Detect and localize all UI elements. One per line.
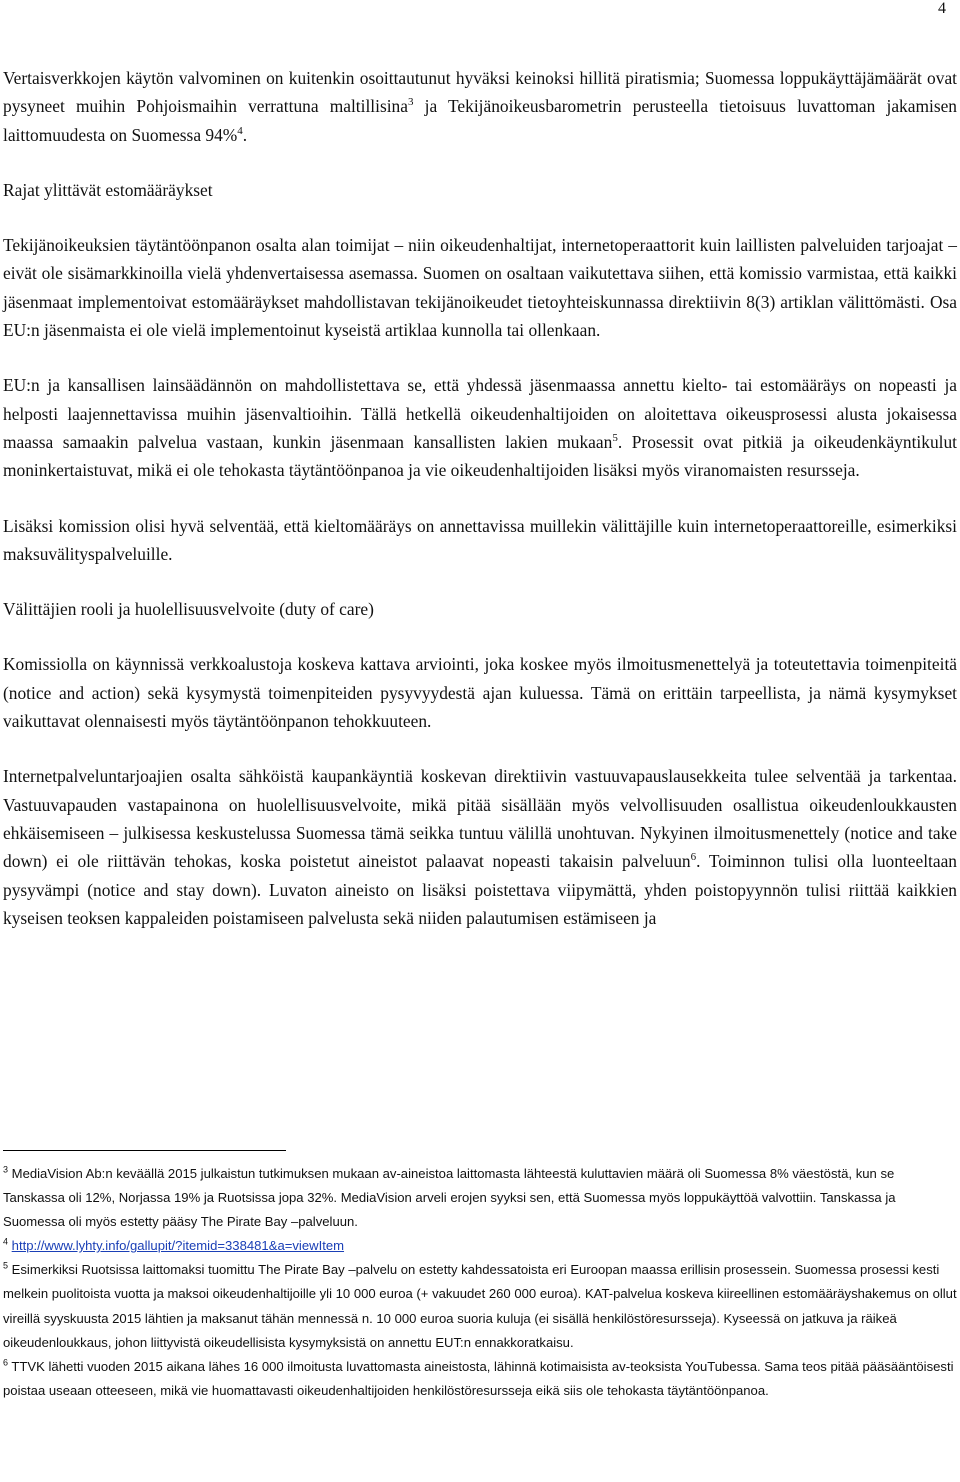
footnote-text: TTVK lähetti vuoden 2015 aikana lähes 16 000 ilmoitusta luvattomasta aineistosta, lähinnä kotimaisista av-teoksista YouTubessa. Sama teos pitää pääsääntöisesti poistaa useaan otteeseen, mikä vie huomattavasti oikeudenhaltijoiden henkilöstöresursseja eikä siis ole tehokasta täytäntöönpanoa.	[3, 1358, 954, 1398]
footnote-ref-6[interactable]: 6	[690, 851, 697, 864]
paragraph-platform-assessment: Komissiolla on käynnissä verkkoalustoja koskeva kattava arviointi, joka koskee myös ilmoitusmenettelyä ja toteutettavia toimenpiteitä (notice and action) sekä kysymystä toimenpiteiden pysyvyydestä ajan kuluessa. Tämä on erittäin tarpeellista, ja nämä kysymykset vaikuttavat olennaisesti myös täytäntöönpanon tehokkuuteen.	[3, 654, 957, 732]
footnote-3	[3, 1162, 957, 1234]
section-heading-cross-border: Rajat ylittävät estomääräykset	[3, 179, 213, 200]
footnote-number: 6	[3, 1357, 9, 1368]
paragraph-text: . Toiminnon tulisi olla luonteeltaan pysyvämpi (notice and stay down). Luvaton aineisto on lisäksi poistettava viipymättä, yhden poistopyynnön tulisi riittää kaikkien kyseisen teoksen kappaleiden poistamiseen palvelusta sekä niiden palautumisen estämiseen ja	[3, 851, 957, 928]
section-heading-duty-of-care: Välittäjien rooli ja huolellisuusvelvoite (duty of care)	[3, 599, 374, 620]
paragraph-enforcement: Tekijänoikeuksien täytäntöönpanon osalta alan toimijat – niin oikeudenhaltijat, internetoperaattorit kuin laillisten palveluiden tarjoajat – eivät ole sisämarkkinoilla vielä yhdenvertaisessa asemassa. Suomen on osaltaan vaikutettava siihen, että komissio varmistaa, että kaikki jäsenmaat implementoivat estomääräykset mahdollistavan tekijänoikeudet tietoyhteiskunnassa direktiivin 8(3) artiklan välittömästi. Osa EU:n jäsenmaista ei ole vielä implementoinut kyseistä artiklaa kunnolla tai ollenkaan.	[3, 235, 957, 341]
footnote-ref-4[interactable]: 4	[237, 124, 243, 137]
footnote-number: 4	[3, 1236, 9, 1247]
footnote-text: MediaVision Ab:n keväällä 2015 julkaistun tutkimuksen mukaan av-aineistoa laittomasta lähteestä kuluttavien määrä oli Suomessa 8% väestöstä, kun se Tanskassa oli 12%, Norjassa 19% ja Ruotsissa jopa 32%. MediaVision arveli erojen syyksi sen, että Suomessa myös loppukäyttöä valvottiin. Tanskassa ja Suomessa oli myös estetty pääsy The Pirate Bay –palveluun.	[3, 1166, 896, 1230]
footnotes	[3, 1162, 957, 1403]
page-number: 4	[938, 0, 946, 17]
footnote-text: Esimerkiksi Ruotsissa laittomaksi tuomittu The Pirate Bay –palvelu on estetty kahdessatoista eri Euroopan maassa erillisin prosessein. Suomessa prosessi kesti melkein puolitoista vuotta ja maksoi oikeudenhaltijoille yli 10 000 euroa (+ vakuudet 260 000 euroa). KAT-palvelua koskeva kiireellinen estomääräyshakemus on ollut vireillä syyskuusta 2015 lähtien ja maksanut tähän mennessä n. 10 000 euroa suoria kuluja (ei sisällä henkilöstöresursseja). Kyseessä on jatkuva ja räikeä oikeudenloukkaus, johon liittyvistä oikeudellisista kysymyksistä on annettu EUT:n ennakkoratkaisu.	[3, 1262, 957, 1350]
paragraph-service-providers	[3, 762, 957, 932]
footnote-number: 5	[3, 1261, 9, 1272]
footnote-ref-3[interactable]: 3	[407, 96, 414, 109]
paragraph-commission: Lisäksi komission olisi hyvä selventää, että kieltomääräys on annettavissa muillekin välittäjille kuin internetoperaattoreille, esimerkiksi maksuvälityspalveluille.	[3, 515, 957, 564]
footnote-separator	[3, 1150, 286, 1151]
paragraph-text: EU:n ja kansallisen lainsäädännön on mahdollistettava se, että yhdessä jäsenmaassa annettu kielto- tai estomääräys on nopeasti ja helposti laajennettavissa muihin jäsenvaltioihin. Tällä hetkellä oikeudenhaltijoiden on aloitettava oikeusprosessi alusta jokaisessa maassa samaakin palvelua vastaan, kunkin jäsenmaan kansallisten lakien mukaan	[3, 375, 957, 452]
paragraph-intro	[3, 64, 957, 149]
paragraph-text: . Prosessit ovat pitkiä ja oikeudenkäyntikulut moninkertaistuvat, mikä ei ole tehokasta täytäntöönpanoa ja vie oikeudenhaltijoiden lisäksi myös viranomaisten resursseja.	[3, 431, 958, 481]
footnote-4	[3, 1234, 957, 1258]
paragraph-text: Vertaisverkkojen käytön valvominen on kuitenkin osoittautunut hyväksi keinoksi hillitä piratismia; Suomessa loppukäyttäjämäärät ovat pysyneet muihin Pohjoismaihin verrattuna maltillisina	[3, 68, 957, 117]
footnote-ref-5[interactable]: 5	[612, 432, 618, 445]
footnote-number: 3	[3, 1164, 9, 1175]
main-text	[3, 64, 957, 959]
paragraph-text: .	[242, 124, 248, 145]
paragraph-text: ja Tekijänoikeusbarometrin perusteella tietoisuus luvattoman jakamisen laittomuudesta on Suomessa 94%	[3, 96, 957, 145]
footnote-5	[3, 1258, 957, 1354]
footnote-link[interactable]: http://www.lyhty.info/gallupit/?itemid=338481&a=viewItem	[11, 1238, 345, 1254]
paragraph-eu-legislation	[3, 371, 957, 484]
paragraph-text: Internetpalveluntarjoajien osalta sähköistä kaupankäyntiä koskevan direktiivin vastuuvapauslausekkeita tulee selventää ja tarkentaa. Vastuuvapauden vastapainona on huolellisuusvelvoite, mikä pitää sisällään myös velvollisuuden osallistua oikeudenloukkausten ehkäisemiseen – julkisessa keskustelussa Suomessa tämä seikka tuntuu välillä unohtuvan. Nykyinen ilmoitusmenettely (notice and take down) ei ole riittävän tehokas, koska poistetut aineistot palaavat nopeasti takaisin palveluun	[3, 766, 957, 872]
footnote-6	[3, 1355, 957, 1403]
